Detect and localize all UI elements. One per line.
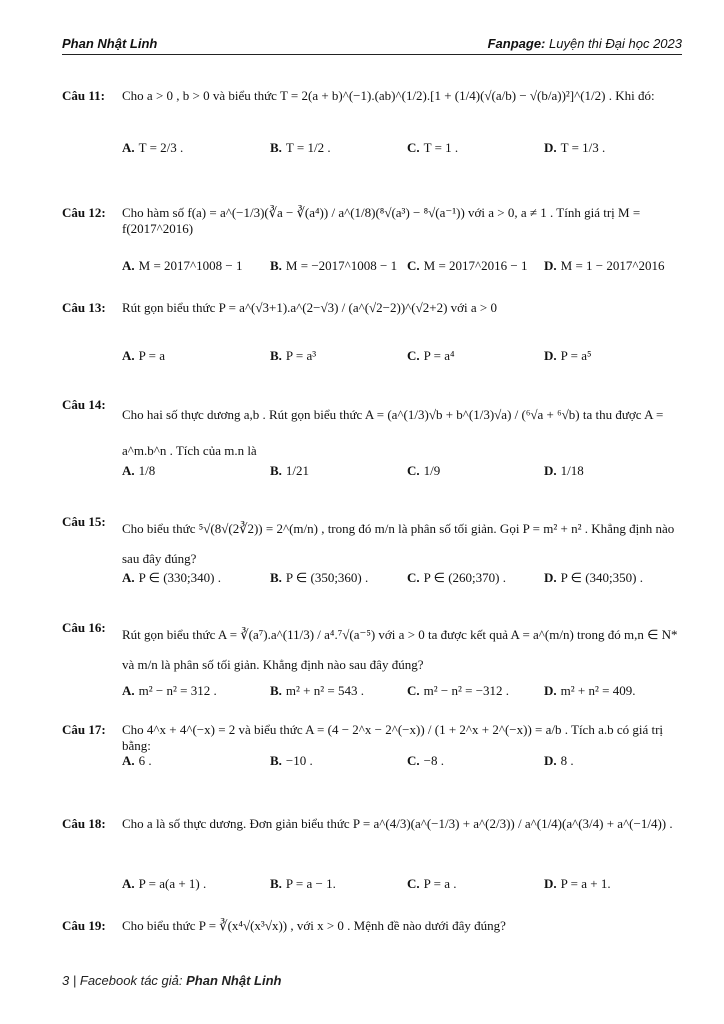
question-11 (62, 88, 682, 108)
question-16 (62, 620, 682, 672)
question-text: Cho biểu thức ⁵√(8√(2∛2)) = 2^(m/n) , trong đó m/n là phân số tối giản. Gọi P = m² + n² . Khẳng định nào sau đây đúng? (122, 521, 675, 566)
option-a[interactable]: A. 1/8 (122, 463, 156, 478)
question-text: Cho hai số thực dương a,b . Rút gọn biểu thức A = (a^(1/3)√b + b^(1/3)√a) / (⁶√a + ⁶√b) ta thu được A = a^m.b^n . Tích của m.n là (122, 407, 664, 458)
options-15 (62, 570, 682, 590)
question-13 (62, 300, 682, 320)
options-13 (62, 348, 682, 368)
options-18 (62, 876, 682, 896)
option-d[interactable]: D. 8 . (544, 753, 574, 768)
option-b[interactable]: B. 1/21 (270, 463, 310, 478)
option-c[interactable]: C. −8 . (407, 753, 444, 768)
option-b[interactable]: B. P = a − 1. (270, 876, 336, 891)
question-text: Cho 4^x + 4^(−x) = 2 và biểu thức A = (4 − 2^x − 2^(−x)) / (1 + 2^x + 2^(−x)) = a/b . Tích a.b có giá trị bằng: (122, 722, 664, 753)
option-d[interactable]: D. M = 1 − 2017^2016 (544, 258, 665, 273)
option-a[interactable]: A. T = 2/3 . (122, 140, 184, 155)
option-a[interactable]: A. m² − n² = 312 . (122, 683, 217, 698)
question-17 (62, 722, 682, 753)
option-d[interactable]: D. T = 1/3 . (544, 140, 606, 155)
page-footer (62, 973, 281, 988)
question-label: Câu 19: (62, 918, 106, 933)
option-c[interactable]: C. 1/9 (407, 463, 441, 478)
option-a[interactable]: A. M = 2017^1008 − 1 (122, 258, 243, 273)
option-b[interactable]: B. T = 1/2 . (270, 140, 331, 155)
options-16 (62, 683, 682, 703)
page-number: 3 (62, 973, 70, 988)
option-d[interactable]: D. 1/18 (544, 463, 584, 478)
option-d[interactable]: D. P = a⁵ (544, 348, 592, 363)
option-a[interactable]: A. P ∈ (330;340) . (122, 570, 221, 585)
page-header (62, 36, 682, 55)
fanpage-label: Fanpage: (487, 36, 546, 51)
question-text: Cho a là số thực dương. Đơn giản biểu thức P = a^(4/3)(a^(−1/3) + a^(2/3)) / a^(1/4)(a^(3/4) + a^(−1/4)) . (122, 816, 673, 831)
option-c[interactable]: C. P = a . (407, 876, 457, 891)
question-label: Câu 12: (62, 205, 106, 220)
option-d[interactable]: D. m² + n² = 409. (544, 683, 636, 698)
option-b[interactable]: B. −10 . (270, 753, 313, 768)
option-a[interactable]: A. 6 . (122, 753, 152, 768)
question-label: Câu 15: (62, 514, 106, 529)
fanpage-value: Luyện thi Đại học 2023 (549, 36, 682, 51)
option-c[interactable]: C. M = 2017^2016 − 1 (407, 258, 528, 273)
footer-author[interactable]: Phan Nhật Linh (186, 973, 282, 988)
option-c[interactable]: C. m² − n² = −312 . (407, 683, 510, 698)
options-12 (62, 258, 682, 278)
question-label: Câu 18: (62, 816, 106, 831)
options-17 (62, 753, 682, 773)
option-d[interactable]: D. P = a + 1. (544, 876, 611, 891)
header-fanpage (488, 36, 682, 51)
option-b[interactable]: B. P = a³ (270, 348, 317, 363)
question-text: Rút gọn biểu thức P = a^(√3+1).a^(2−√3) / (a^(√2−2))^(√2+2) với a > 0 (122, 300, 497, 315)
question-14 (62, 397, 682, 458)
question-18 (62, 816, 682, 836)
footer-separator: | (72, 973, 77, 988)
question-19 (62, 918, 682, 938)
option-c[interactable]: C. P ∈ (260;370) . (407, 570, 506, 585)
options-11 (62, 140, 682, 160)
header-author: Phan Nhật Linh (62, 36, 158, 51)
question-label: Câu 14: (62, 397, 106, 412)
option-c[interactable]: C. T = 1 . (407, 140, 459, 155)
option-c[interactable]: C. P = a⁴ (407, 348, 455, 363)
option-a[interactable]: A. P = a(a + 1) . (122, 876, 207, 891)
question-text: Cho hàm số f(a) = a^(−1/3)(∛a − ∛(a⁴)) / a^(1/8)(⁸√(a³) − ⁸√(a⁻¹)) với a > 0, a ≠ 1 . Tính giá trị M = f(2017^2016) (122, 205, 641, 236)
footer-text: Facebook tác giả: (79, 973, 183, 988)
option-b[interactable]: B. m² + n² = 543 . (270, 683, 364, 698)
question-text: Cho a > 0 , b > 0 và biểu thức T = 2(a + b)^(−1).(ab)^(1/2).[1 + (1/4)(√(a/b) − √(b/a))²]^(1/2) . Khi đó: (122, 88, 655, 103)
option-b[interactable]: B. M = −2017^1008 − 1 (270, 258, 398, 273)
question-text: Cho biểu thức P = ∛(x⁴√(x³√x)) , với x > 0 . Mệnh đề nào dưới đây đúng? (122, 918, 506, 933)
question-text: Rút gọn biểu thức A = ∛(a⁷).a^(11/3) / a⁴.⁷√(a⁻⁵) với a > 0 ta được kết quả A = a^(m/n) trong đó m,n ∈ N* và m/n là phân số tối giản. Khẳng định nào sau đây đúng? (122, 627, 678, 672)
question-label: Câu 13: (62, 300, 106, 315)
option-d[interactable]: D. P ∈ (340;350) . (544, 570, 643, 585)
question-label: Câu 16: (62, 620, 106, 635)
option-b[interactable]: B. P ∈ (350;360) . (270, 570, 369, 585)
question-12 (62, 205, 682, 236)
question-label: Câu 17: (62, 722, 106, 737)
question-label: Câu 11: (62, 88, 105, 103)
options-14 (62, 463, 682, 489)
question-15 (62, 514, 682, 566)
option-a[interactable]: A. P = a (122, 348, 165, 363)
